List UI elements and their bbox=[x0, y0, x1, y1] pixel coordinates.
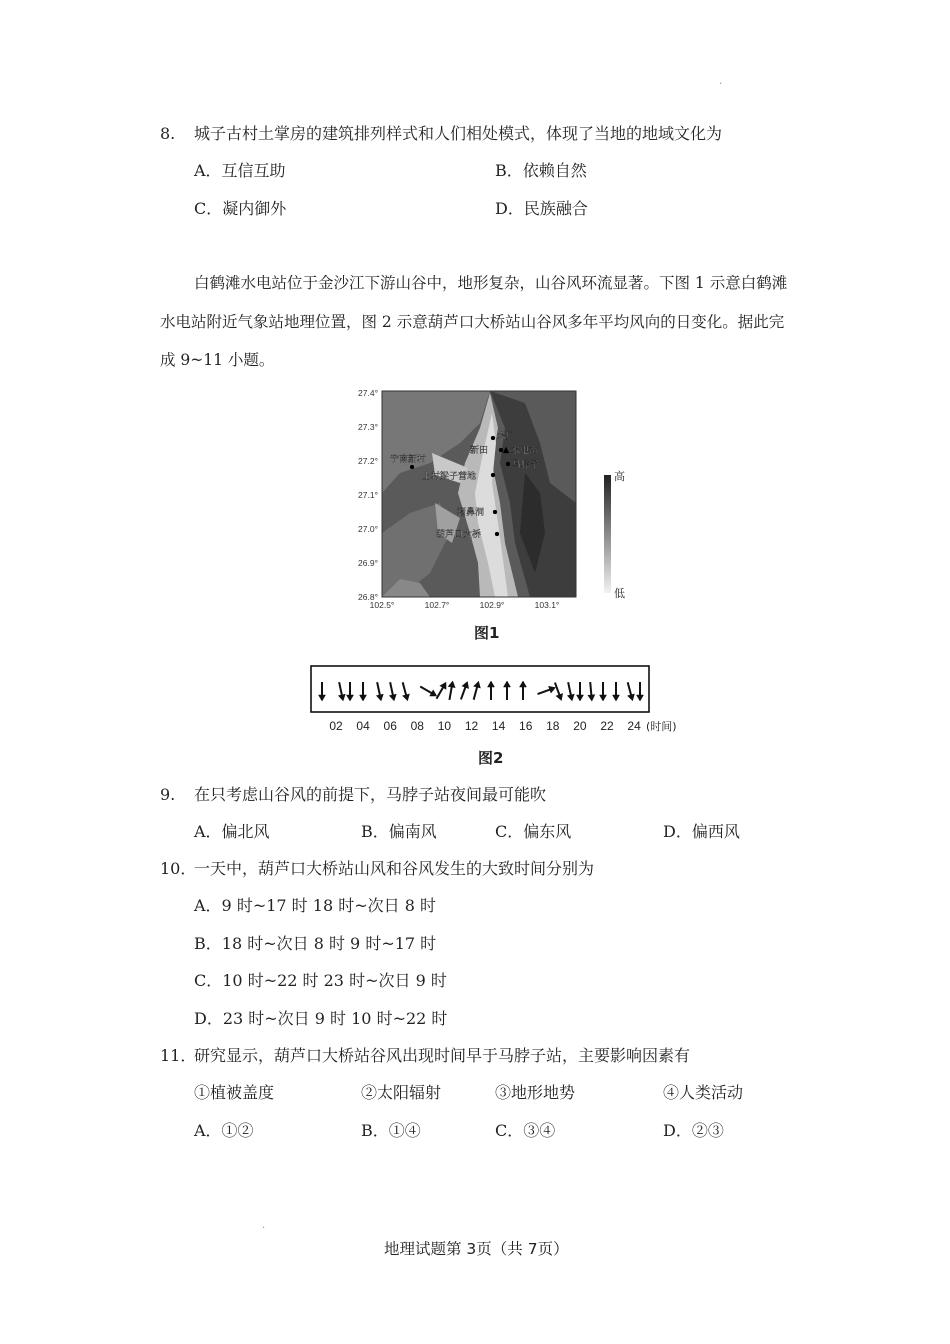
lon-label: 102.9° bbox=[479, 600, 505, 610]
lat-label: 27.0° bbox=[358, 524, 378, 534]
q11-option-c[interactable]: C．③④ bbox=[495, 1121, 556, 1140]
q11-option-a[interactable]: A．①② bbox=[194, 1121, 254, 1140]
wind-direction-figure bbox=[300, 660, 690, 740]
hour-tick-label: 20 bbox=[573, 719, 587, 733]
hour-tick-label: 08 bbox=[410, 719, 424, 733]
hour-tick-label: 10 bbox=[437, 719, 452, 733]
q9-stem: 在只考虑山谷风的前提下，马脖子站夜间最可能吹 bbox=[194, 785, 547, 804]
terrain-map bbox=[382, 391, 576, 597]
station-marker bbox=[506, 462, 510, 466]
passage-line-3: 成 9~11 小题。 bbox=[160, 351, 275, 369]
scan-dot: . bbox=[262, 1220, 266, 1231]
station-marker bbox=[499, 448, 503, 452]
q11-option-d[interactable]: D．②③ bbox=[663, 1121, 724, 1140]
station-label-power-station: 水电站 bbox=[511, 446, 539, 456]
hour-tick-label: 16 bbox=[519, 719, 533, 733]
hour-tick-label: 18 bbox=[546, 719, 560, 733]
hour-tick-label: 02 bbox=[329, 719, 343, 733]
station-label-zhubidong: 猪鼻洞 bbox=[457, 508, 485, 518]
lon-label: 103.1° bbox=[534, 600, 560, 610]
q10-option-b[interactable]: B．18 时~次日 8 时 9 时~17 时 bbox=[194, 934, 437, 953]
q11-number: 11． bbox=[160, 1046, 197, 1065]
q9-option-a[interactable]: A．偏北风 bbox=[194, 822, 270, 841]
q9-option-d[interactable]: D．偏西风 bbox=[663, 822, 740, 841]
station-label-mabozi: 马脖子 bbox=[512, 460, 540, 470]
hour-tick-label: 22 bbox=[600, 719, 614, 733]
q11-stem: 研究显示，葫芦口大桥站谷风出现时间早于马脖子站，主要影响因素有 bbox=[194, 1046, 691, 1065]
scan-dot: . bbox=[719, 76, 723, 87]
q10-option-a[interactable]: A．9 时~17 时 18 时~次日 8 时 bbox=[194, 896, 436, 915]
q9-number: 9. bbox=[160, 785, 176, 804]
station-marker bbox=[493, 510, 497, 514]
legend-low-label: 低 bbox=[614, 587, 625, 600]
station-marker bbox=[495, 532, 499, 536]
lat-label: 27.3° bbox=[358, 422, 378, 432]
q9-option-c[interactable]: C．偏东风 bbox=[495, 822, 572, 841]
lat-label: 27.4° bbox=[358, 388, 378, 398]
lon-label: 102.5° bbox=[369, 600, 395, 610]
q8-stem: 城子古村土掌房的建筑排列样式和人们相处模式，体现了当地的地域文化为 bbox=[194, 124, 723, 143]
station-label-ningnan: 宁南新村 bbox=[390, 455, 427, 465]
q11-item-4: ④人类活动 bbox=[663, 1083, 744, 1102]
figure-1-caption: 图1 bbox=[474, 624, 500, 642]
lon-label: 102.7° bbox=[424, 600, 450, 610]
passage-line-1: 白鹤滩水电站位于金沙江下游山谷中，地形复杂，山谷风环流显著。下图 1 示意白鹤滩 bbox=[194, 274, 788, 292]
hour-tick-label: 14 bbox=[491, 719, 506, 733]
q11-item-1: ①植被盖度 bbox=[194, 1083, 275, 1102]
page-footer: 地理试题第 3页（共 7页） bbox=[384, 1240, 569, 1258]
figure-2-caption: 图2 bbox=[478, 749, 504, 767]
q8-option-c[interactable]: C．凝内御外 bbox=[194, 199, 287, 218]
time-axis-unit: (时间) bbox=[646, 720, 677, 733]
lat-label: 26.8° bbox=[358, 592, 378, 602]
hour-tick-label: 24 bbox=[627, 719, 641, 733]
q8-number: 8. bbox=[160, 124, 176, 143]
q10-stem: 一天中，葫芦口大桥站山风和谷风发生的大致时间分别为 bbox=[194, 859, 595, 878]
q10-option-c[interactable]: C．10 时~22 时 23 时~次日 9 时 bbox=[194, 971, 447, 990]
passage-line-2: 水电站附近气象站地理位置，图 2 示意葫芦口大桥站山谷风多年平均风向的日变化。据此完 bbox=[160, 313, 785, 331]
station-label-shuichang: 水厂 bbox=[497, 432, 516, 442]
station-marker bbox=[491, 436, 495, 440]
station-marker bbox=[491, 473, 495, 477]
hour-tick-label: 04 bbox=[356, 719, 370, 733]
q8-option-b[interactable]: B．依赖自然 bbox=[495, 161, 587, 180]
station-label-xintian: 新田 bbox=[470, 446, 489, 456]
station-label-huludou: 葫芦口大桥 bbox=[436, 530, 482, 540]
q10-option-d[interactable]: D．23 时~次日 9 时 10 时~22 时 bbox=[194, 1009, 448, 1028]
q9-option-b[interactable]: B．偏南风 bbox=[361, 822, 437, 841]
lat-label: 26.9° bbox=[358, 558, 378, 568]
q10-number: 10． bbox=[160, 859, 197, 878]
q11-item-2: ②太阳辐射 bbox=[361, 1083, 442, 1102]
station-marker bbox=[410, 465, 414, 469]
wind-chart-frame bbox=[311, 666, 649, 712]
q8-option-a[interactable]: A．互信互助 bbox=[194, 161, 286, 180]
terrain-map-figure bbox=[340, 383, 640, 613]
lat-label: 27.2° bbox=[358, 456, 378, 466]
hour-tick-label: 06 bbox=[383, 719, 397, 733]
q11-item-3: ③地形地势 bbox=[495, 1083, 576, 1102]
lat-label: 27.1° bbox=[358, 490, 378, 500]
station-label-shangcun: 上村梁子营地 bbox=[422, 472, 477, 482]
q8-option-d[interactable]: D．民族融合 bbox=[495, 199, 588, 218]
elevation-legend-bar bbox=[604, 475, 611, 593]
legend-high-label: 高 bbox=[614, 470, 625, 483]
q11-option-b[interactable]: B．①④ bbox=[361, 1121, 421, 1140]
hour-tick-label: 12 bbox=[464, 719, 479, 733]
